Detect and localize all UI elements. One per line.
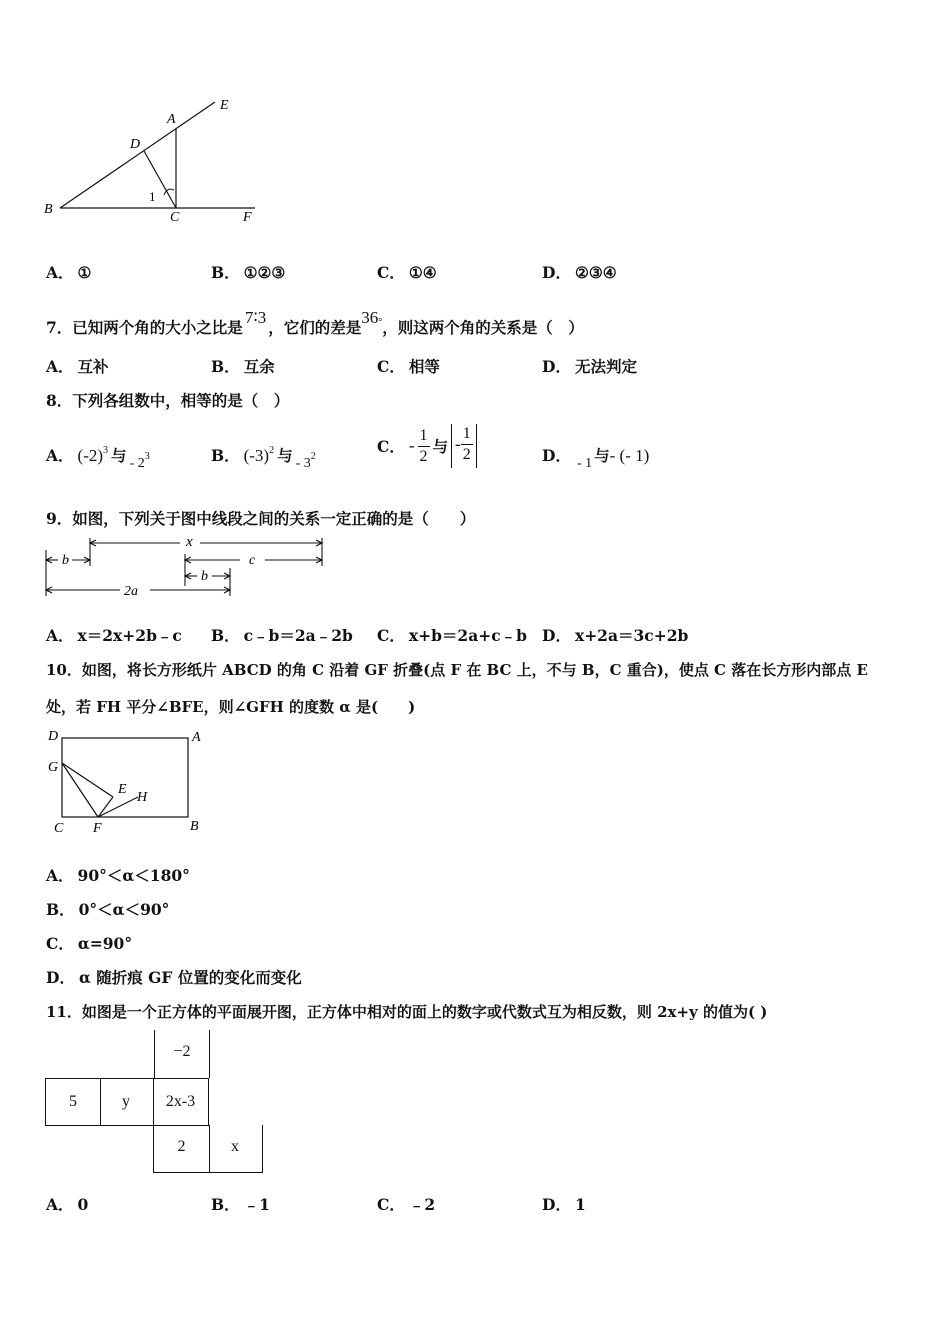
figure-segments <box>40 530 335 600</box>
q7-option-c: C． 相等 <box>377 357 440 376</box>
net-cell-2x-3: 2x-3 <box>153 1078 209 1126</box>
rect-label-C: C <box>54 821 64 836</box>
q7-option-d: D． 无法判定 <box>542 357 637 376</box>
q8-option-c: C． - $\frac{1}{2}$ 与 - $\frac{1}{2}$ <box>377 424 477 468</box>
q7-option-a: A． 互补 <box>46 357 109 376</box>
q6-option-c: C． ①④ <box>377 263 437 282</box>
q10-option-a: A． 90°＜α＜180° <box>46 866 190 885</box>
q11-option-d: D． 1 <box>542 1195 586 1214</box>
q11-option-b: B． ﹣1 <box>211 1195 270 1214</box>
net-cell-top: −2 <box>154 1030 210 1078</box>
figure-angle-diagram <box>40 95 270 230</box>
net-cell-y: y <box>99 1078 154 1126</box>
q9-option-a: A． x＝2x+2b﹣c <box>46 626 182 645</box>
q8-stem: 8．下列各组数中，相等的是（ ） <box>46 391 290 410</box>
q9-stem: 9．如图，下列关于图中线段之间的关系一定正确的是（ ） <box>46 509 476 528</box>
q10-stem-line2: 处，若 FH 平分∠BFE，则∠GFH 的度数 α 是( ) <box>46 698 416 716</box>
q10-stem-line1: 10．如图，将长方形纸片 ABCD 的角 C 沿着 GF 折叠(点 F 在 BC 上，不与 B，C 重合)，使点 C 落在长方形内部点 E <box>46 661 868 679</box>
seg-label-x: x <box>186 534 193 550</box>
q6-option-a: A． ① <box>46 263 92 282</box>
label-A: A <box>167 112 176 127</box>
q8-option-d: D． - 1 与- (- 1) <box>542 446 650 471</box>
rect-label-F: F <box>93 821 102 836</box>
label-F: F <box>243 210 252 225</box>
q8-option-b: B． $(-3)^2$ 与 - $3^2$ <box>211 445 316 471</box>
q11-stem: 11．如图是一个正方体的平面展开图，正方体中相对的面上的数字或代数式互为相反数，则 2x+y 的值为( ) <box>46 1003 768 1021</box>
q10-option-b: B． 0°＜α＜90° <box>46 900 170 919</box>
seg-label-c: c <box>249 553 256 568</box>
rect-label-D: D <box>48 729 59 744</box>
q10-option-c: C． α=90° <box>46 934 133 953</box>
figure-rectangle-fold <box>40 725 220 840</box>
label-angle-1: 1 <box>149 189 156 204</box>
net-cell-x: x <box>208 1125 263 1173</box>
q9-option-b: B． c﹣b＝2a﹣2b <box>211 626 353 645</box>
rect-label-E: E <box>118 782 127 797</box>
label-B: B <box>44 202 53 217</box>
label-D: D <box>130 137 141 152</box>
q10-option-d: D． α 随折痕 GF 位置的变化而变化 <box>46 968 302 987</box>
rect-label-H: H <box>137 790 148 805</box>
rect-label-B: B <box>190 819 199 834</box>
q8-option-a: A． $(-2)^3$ 与 - $2^3$ <box>46 445 150 471</box>
net-cell-2: 2 <box>153 1125 210 1173</box>
rect-label-A: A <box>192 730 201 745</box>
q11-option-c: C． ﹣2 <box>377 1195 436 1214</box>
seg-label-b: b <box>62 553 69 568</box>
q6-option-d: D． ②③④ <box>542 263 617 282</box>
label-E: E <box>220 98 229 113</box>
q7-stem: 7．已知两个角的大小之比是7∶3，它们的差是36°，则这两个角的关系是（ ） <box>46 308 584 337</box>
label-C: C <box>170 210 180 225</box>
q9-option-c: C． x+b＝2a+c﹣b <box>377 626 528 645</box>
q9-option-d: D． x+2a＝3c+2b <box>542 626 689 645</box>
seg-label-b2: b <box>201 569 208 584</box>
rect-label-G: G <box>48 760 59 775</box>
net-cell-5: 5 <box>45 1078 101 1126</box>
cube-net <box>45 1030 265 1176</box>
q11-option-a: A． 0 <box>46 1195 89 1214</box>
seg-label-2a: 2a <box>124 584 138 599</box>
q7-option-b: B． 互余 <box>211 357 275 376</box>
q6-option-b: B． ①②③ <box>211 263 286 282</box>
